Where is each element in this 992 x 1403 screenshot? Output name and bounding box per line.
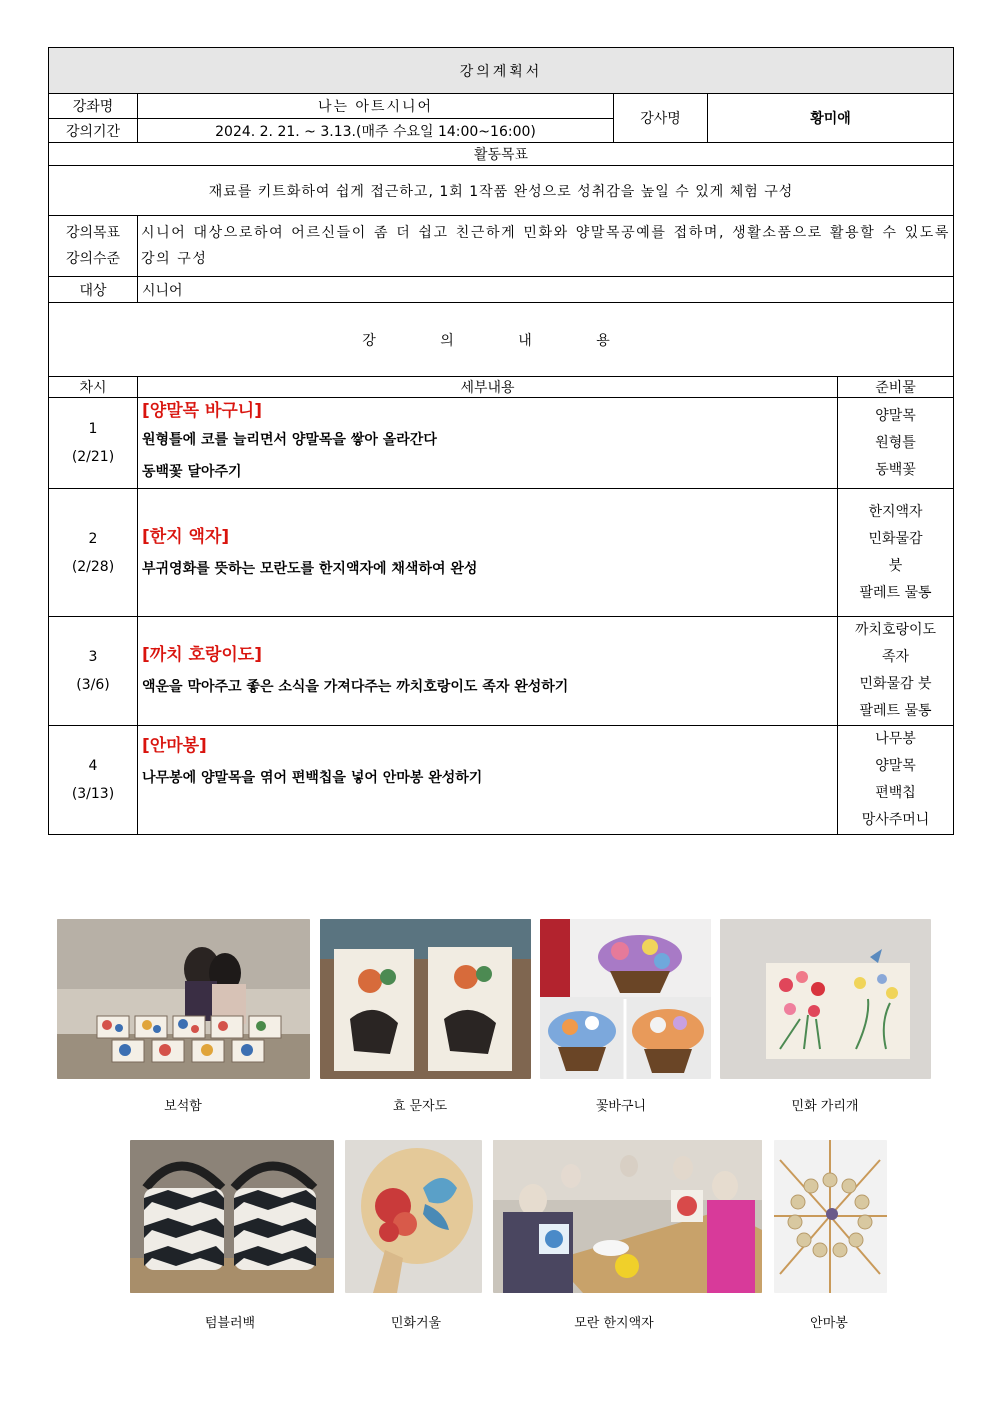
prep-item: 동백꽃 xyxy=(875,461,916,478)
photo-minhwa-screen xyxy=(720,919,931,1079)
instructor-label: 강사명 xyxy=(614,94,708,143)
session-prep xyxy=(838,398,954,489)
photo-caption: 모란 한지액자 xyxy=(574,1316,654,1331)
session-detail xyxy=(138,726,838,835)
period-value: 2024. 2. 21. ~ 3.13.(매주 수요일 14:00~16:00) xyxy=(138,119,614,143)
session-row xyxy=(49,617,954,726)
target-text: 시니어 xyxy=(138,277,954,303)
session-number xyxy=(49,398,138,489)
session-prep xyxy=(838,489,954,617)
instructor-name: 황미애 xyxy=(708,94,954,143)
photo-caption: 안마봉 xyxy=(810,1316,848,1331)
content-heading: 강 의 내 용 xyxy=(49,303,954,377)
target-label: 대상 xyxy=(49,277,138,303)
prep-item: 민화물감 xyxy=(868,530,923,547)
session-date: (2/28) xyxy=(71,558,115,575)
prep-item: 팔레트 물통 xyxy=(859,584,932,601)
prep-item: 붓 xyxy=(888,557,903,574)
photo-massage-stick xyxy=(774,1140,887,1293)
session-num: 3 xyxy=(88,649,98,665)
photo-caption: 텀블러백 xyxy=(204,1316,256,1331)
session-description: 부귀영화를 뜻하는 모란도를 한지액자에 채색하여 완성 xyxy=(142,560,478,577)
document-title: 강의계획서 xyxy=(49,48,954,94)
prep-item: 나무봉 xyxy=(875,731,916,747)
photo-caption: 보석함 xyxy=(164,1099,202,1114)
column-header-prep: 준비물 xyxy=(838,377,954,398)
session-row xyxy=(49,398,954,489)
session-prep xyxy=(838,726,954,835)
objective-text: 시니어 대상으로하여 어르신들이 좀 더 쉽고 친근하게 민화와 양말목공예를 접하며, 생활소품으로 활용할 수 있도록 강의 구성 xyxy=(138,216,954,277)
session-detail xyxy=(138,617,838,726)
prep-item: 팔레트 물통 xyxy=(859,703,932,719)
objective-label xyxy=(49,216,138,277)
session-num: 4 xyxy=(88,758,98,774)
period-label: 강의기간 xyxy=(49,119,138,143)
prep-item: 편백칩 xyxy=(875,785,916,801)
prep-item: 까치호랑이도 xyxy=(854,622,937,638)
session-number xyxy=(49,726,138,835)
session-date: (3/6) xyxy=(76,677,110,693)
photo-minhwa-mirror xyxy=(345,1140,482,1293)
session-num: 2 xyxy=(88,530,98,547)
prep-item: 원형틀 xyxy=(875,434,916,451)
session-topic: [한지 액자] xyxy=(142,526,230,547)
session-number xyxy=(49,617,138,726)
session-num: 1 xyxy=(88,421,98,437)
session-detail xyxy=(138,489,838,617)
course-name: 나는 아트시니어 xyxy=(138,94,614,119)
photo-caption: 민화거울 xyxy=(390,1316,442,1331)
column-header-detail: 세부내용 xyxy=(138,377,838,398)
activity-goal-text: 재료를 키트화하여 쉽게 접근하고, 1회 1작품 완성으로 성취감을 높일 수 있게 체험 구성 xyxy=(49,166,954,216)
prep-item: 양말목 xyxy=(875,407,916,424)
photo-peony-hanji-frame xyxy=(493,1140,762,1293)
lecture-plan-table xyxy=(48,47,954,835)
session-description: 나무봉에 양말목을 엮어 편백칩을 넣어 안마봉 완성하기 xyxy=(142,770,483,786)
session-topic: [양말목 바구니] xyxy=(142,401,262,421)
session-prep xyxy=(838,617,954,726)
prep-item: 한지액자 xyxy=(868,503,923,520)
session-topic: [안마봉] xyxy=(142,736,207,756)
photo-jewelry-box xyxy=(57,919,310,1079)
photo-flower-basket xyxy=(540,919,711,1079)
photo-tumbler-bag xyxy=(130,1140,334,1293)
photo-hyo-letter-painting xyxy=(320,919,531,1079)
course-label: 강좌명 xyxy=(49,94,138,119)
session-description: 동백꽃 달아주기 xyxy=(142,464,242,480)
objective-label-line1: 강의목표 xyxy=(65,225,121,241)
session-row xyxy=(49,489,954,617)
prep-item: 망사주머니 xyxy=(861,812,930,828)
photo-caption: 꽃바구니 xyxy=(595,1099,647,1114)
session-date: (2/21) xyxy=(71,449,115,465)
session-topic: [까치 호랑이도] xyxy=(142,645,262,665)
prep-item: 족자 xyxy=(881,649,910,665)
session-description: 액운을 막아주고 좋은 소식을 가져다주는 까치호랑이도 족자 완성하기 xyxy=(142,679,569,695)
session-description: 원형틀에 코를 늘리면서 양말목을 쌓아 올라간다 xyxy=(142,432,437,448)
session-detail xyxy=(138,398,838,489)
activity-goal-label: 활동목표 xyxy=(49,143,954,166)
objective-label-line2: 강의수준 xyxy=(65,251,121,267)
session-row xyxy=(49,726,954,835)
prep-item: 양말목 xyxy=(875,758,916,774)
prep-item: 민화물감 붓 xyxy=(859,676,932,692)
column-header-session: 차시 xyxy=(49,377,138,398)
session-number xyxy=(49,489,138,617)
photo-caption: 효 문자도 xyxy=(392,1099,448,1114)
lecture-plan-document xyxy=(48,47,953,835)
photo-caption: 민화 가리개 xyxy=(791,1099,859,1114)
session-date: (3/13) xyxy=(71,786,115,802)
